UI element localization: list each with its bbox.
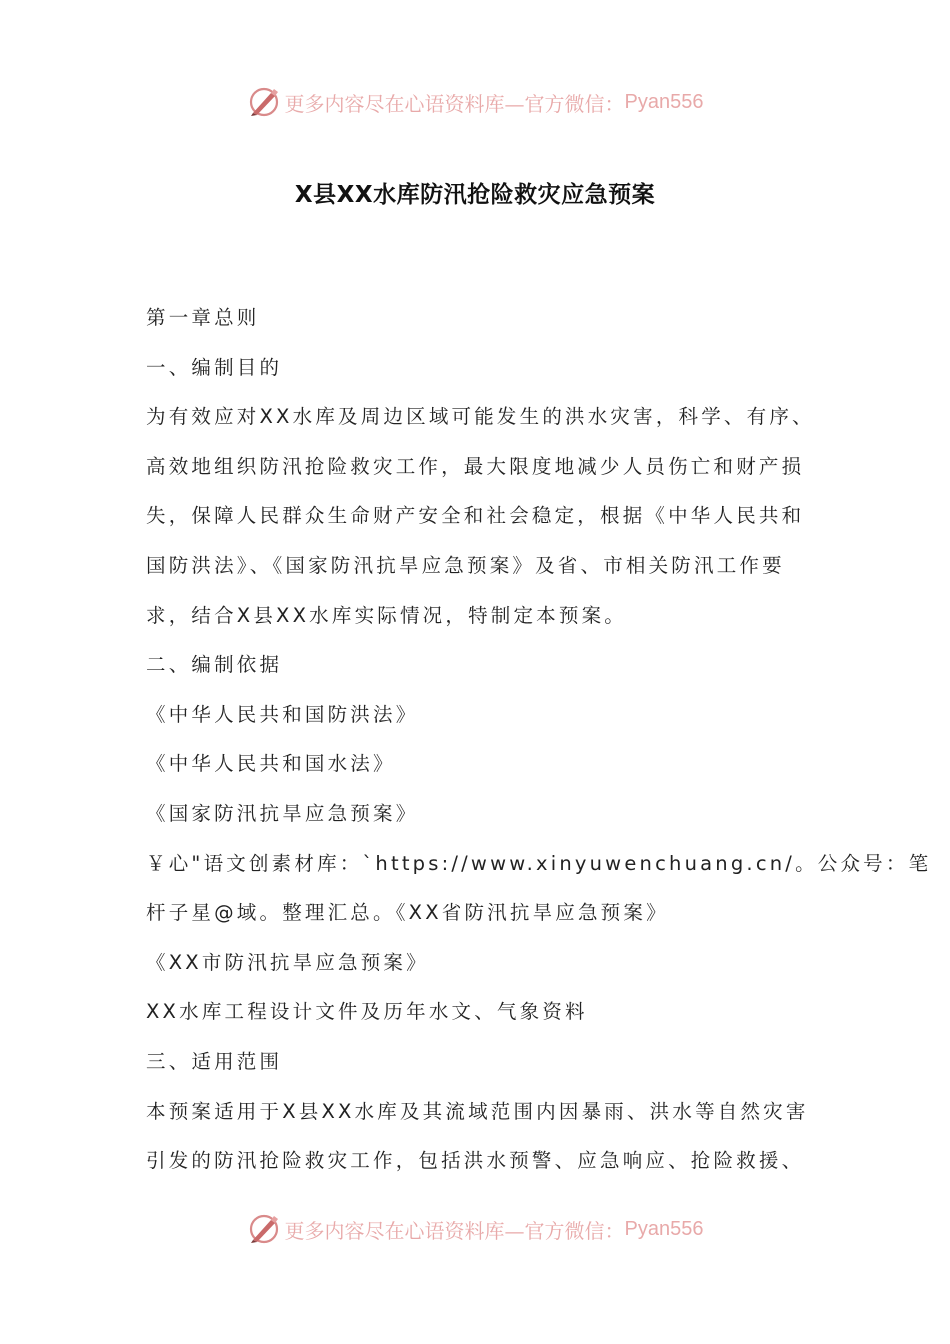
section-heading: 二、编制依据 <box>146 653 283 677</box>
chapter-heading: 第一章总则 <box>146 306 260 329</box>
reference-item: 《XX市防汛抗旱应急预案》 <box>146 950 429 974</box>
paragraph-line: 引发的防汛抢险救灾工作，包括洪水预警、应急响应、抢险救援、 <box>146 1149 805 1173</box>
reference-item: 《国家防汛抗旱应急预案》 <box>146 801 419 825</box>
paragraph-line: 本预案适用于X县XX水库及其流域范围内因暴雨、洪水等自然灾害 <box>146 1099 809 1123</box>
paragraph-line: 求，结合X县XX水库实际情况，特制定本预案。 <box>146 603 627 627</box>
watermark-text: 更多内容尽在心语资料库—官方微信： <box>284 91 625 116</box>
document-title: X县XX水库防汛抢险救灾应急预案 <box>294 182 656 208</box>
reference-item: XX水库工程设计文件及历年水文、气象资料 <box>146 1000 588 1024</box>
reference-item: 《中华人民共和国防洪法》 <box>146 702 419 726</box>
footer-watermark <box>0 1207 950 1251</box>
pen-circle-logo-icon <box>247 85 281 119</box>
pen-circle-logo-icon <box>247 1212 281 1246</box>
paragraph-line: 国防洪法》、《国家防汛抗旱应急预案》及省、市相关防汛工作要 <box>146 553 785 577</box>
watermark-id: Pyan556 <box>624 90 704 113</box>
section-heading: 一、编制目的 <box>146 355 283 379</box>
reference-item: 《中华人民共和国水法》 <box>146 752 396 776</box>
paragraph-line: 失，保障人民群众生命财产安全和社会稳定，根据《中华人民共和 <box>146 504 805 528</box>
reference-item: ￥心"语文创素材库：`https://www.xinyuwenchuang.cn/。公众号：笔 <box>146 851 932 875</box>
watermark-id: Pyan556 <box>624 1217 704 1240</box>
paragraph-line: 高效地组织防汛抢险救灾工作，最大限度地减少人员伤亡和财产损 <box>146 454 805 478</box>
document-body <box>146 293 932 1186</box>
header-watermark <box>0 80 950 124</box>
paragraph-line: 为有效应对XX水库及周边区域可能发生的洪水灾害，科学、有序、 <box>146 405 815 429</box>
watermark-text: 更多内容尽在心语资料库—官方微信： <box>284 1218 625 1243</box>
reference-item: 杆子星@域。整理汇总。《XX省防汛抗旱应急预案》 <box>146 901 669 925</box>
section-heading: 三、适用范围 <box>146 1049 283 1073</box>
